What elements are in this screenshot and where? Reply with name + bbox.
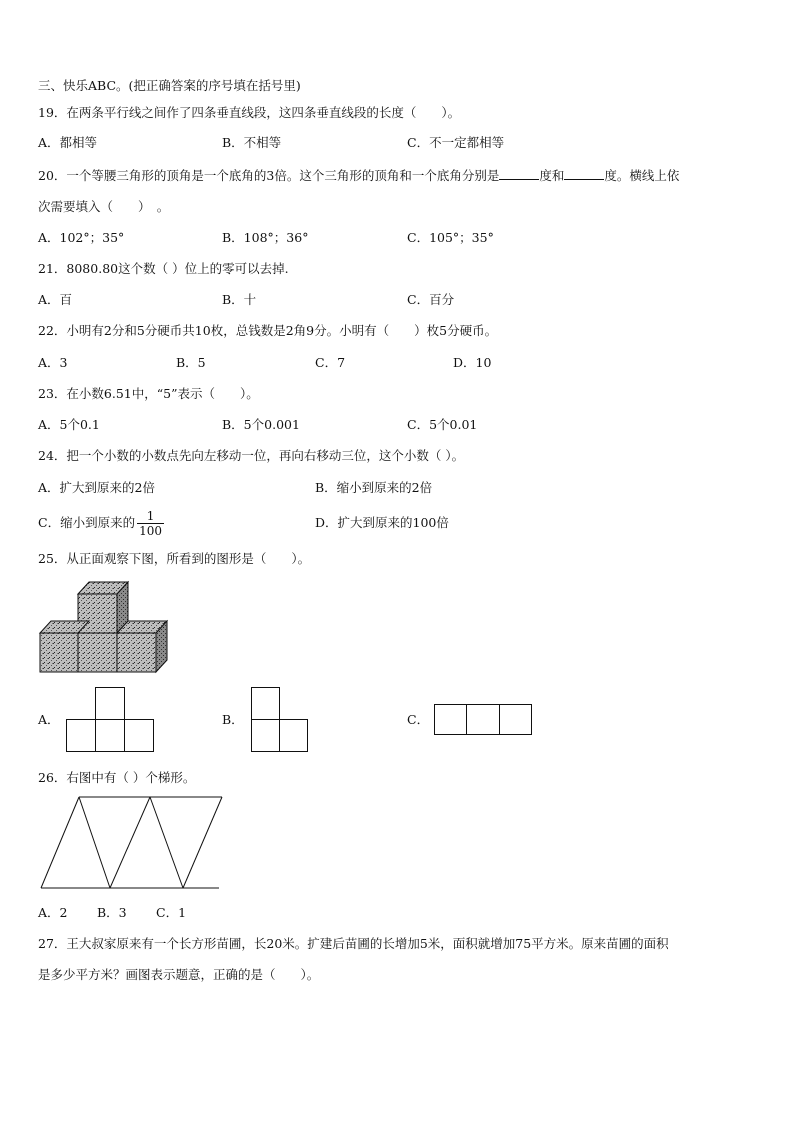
q20-blank-2[interactable] bbox=[564, 167, 604, 180]
q19-option-a[interactable]: A．都相等 bbox=[38, 135, 98, 150]
q20-stem-part3: 度。横线上依 bbox=[604, 168, 680, 183]
q22-option-b[interactable]: B．5 bbox=[176, 355, 206, 370]
question-27-stem-line2: 是多少平方米？画图表示题意，正确的是（ ）。 bbox=[38, 967, 320, 982]
q26-option-c[interactable]: C．1 bbox=[156, 905, 187, 920]
q25-option-c[interactable]: C． bbox=[407, 712, 430, 727]
question-20-stem-line2: 次需要填入（ ） 。 bbox=[38, 199, 170, 214]
q20-option-a[interactable]: A．102°；35° bbox=[38, 230, 125, 245]
q22-option-c[interactable]: C．7 bbox=[315, 355, 346, 370]
q22-option-d[interactable]: D．10 bbox=[453, 355, 492, 370]
q20-blank-1[interactable] bbox=[499, 167, 539, 180]
fraction-denominator: 100 bbox=[139, 524, 162, 538]
q23-option-a[interactable]: A．5个0.1 bbox=[38, 417, 100, 432]
question-24-stem: 24．把一个小数的小数点先向左移动一位，再向右移动三位，这个小数（ ）。 bbox=[38, 448, 465, 463]
trapezoid-count-figure bbox=[38, 795, 224, 890]
q23-option-b[interactable]: B．5个0.001 bbox=[222, 417, 300, 432]
q21-option-b[interactable]: B．十 bbox=[222, 292, 257, 307]
section-title: 三、快乐ABC。(把正确答案的序号填在括号里) bbox=[38, 78, 301, 93]
fraction-numerator: 1 bbox=[137, 509, 164, 524]
question-22-stem: 22．小明有2分和5分硬币共10枚，总钱数是2角9分。小明有（ ）枚5分硬币。 bbox=[38, 323, 498, 338]
q25-option-a-figure[interactable] bbox=[66, 687, 156, 753]
q24-option-c[interactable] bbox=[38, 506, 164, 540]
q19-option-c[interactable]: C．不一定都相等 bbox=[407, 135, 505, 150]
q25-option-c-figure[interactable] bbox=[434, 704, 534, 736]
q22-option-a[interactable]: A．3 bbox=[38, 355, 68, 370]
q20-option-c[interactable]: C．105°；35° bbox=[407, 230, 494, 245]
q24-option-b[interactable]: B．缩小到原来的2倍 bbox=[315, 480, 433, 495]
q24-option-c-text: C．缩小到原来的 bbox=[38, 515, 136, 530]
q25-option-b[interactable]: B． bbox=[222, 712, 244, 727]
q26-option-a[interactable]: A．2 bbox=[38, 905, 68, 920]
q25-option-b-figure[interactable] bbox=[251, 687, 309, 753]
q20-stem-part1: 20．一个等腰三角形的顶角是一个底角的3倍。这个三角形的顶角和一个底角分别是 bbox=[38, 168, 500, 183]
q20-stem-part2: 度和 bbox=[539, 168, 565, 183]
q24-option-d[interactable]: D．扩大到原来的100倍 bbox=[315, 515, 449, 530]
q26-option-b[interactable]: B．3 bbox=[97, 905, 127, 920]
question-19-stem: 19．在两条平行线之间作了四条垂直线段，这四条垂直线段的长度（ ）。 bbox=[38, 105, 461, 120]
question-20-stem bbox=[38, 167, 679, 184]
question-27-stem-line1: 27．王大叔家原来有一个长方形苗圃，长20米。扩建后苗圃的长增加5米，面积就增加75平方米。原来苗圃的面积 bbox=[38, 936, 669, 951]
q19-option-b[interactable]: B．不相等 bbox=[222, 135, 282, 150]
q23-option-c[interactable]: C．5个0.01 bbox=[407, 417, 478, 432]
question-26-stem: 26．右图中有（ ）个梯形。 bbox=[38, 770, 196, 785]
question-23-stem: 23．在小数6.51中，“5”表示（ ）。 bbox=[38, 386, 259, 401]
q21-option-a[interactable]: A．百 bbox=[38, 292, 73, 307]
q21-option-c[interactable]: C．百分 bbox=[407, 292, 455, 307]
question-25-stem: 25．从正面观察下图，所看到的图形是（ ）。 bbox=[38, 551, 311, 566]
q20-option-b[interactable]: B．108°；36° bbox=[222, 230, 309, 245]
cube-stack-figure bbox=[38, 578, 170, 676]
q24-option-a[interactable]: A．扩大到原来的2倍 bbox=[38, 480, 155, 495]
q25-option-a[interactable]: A． bbox=[38, 712, 60, 727]
question-21-stem: 21．8080.80这个数（ ）位上的零可以去掉. bbox=[38, 261, 289, 276]
fraction-one-hundredth bbox=[137, 509, 164, 538]
